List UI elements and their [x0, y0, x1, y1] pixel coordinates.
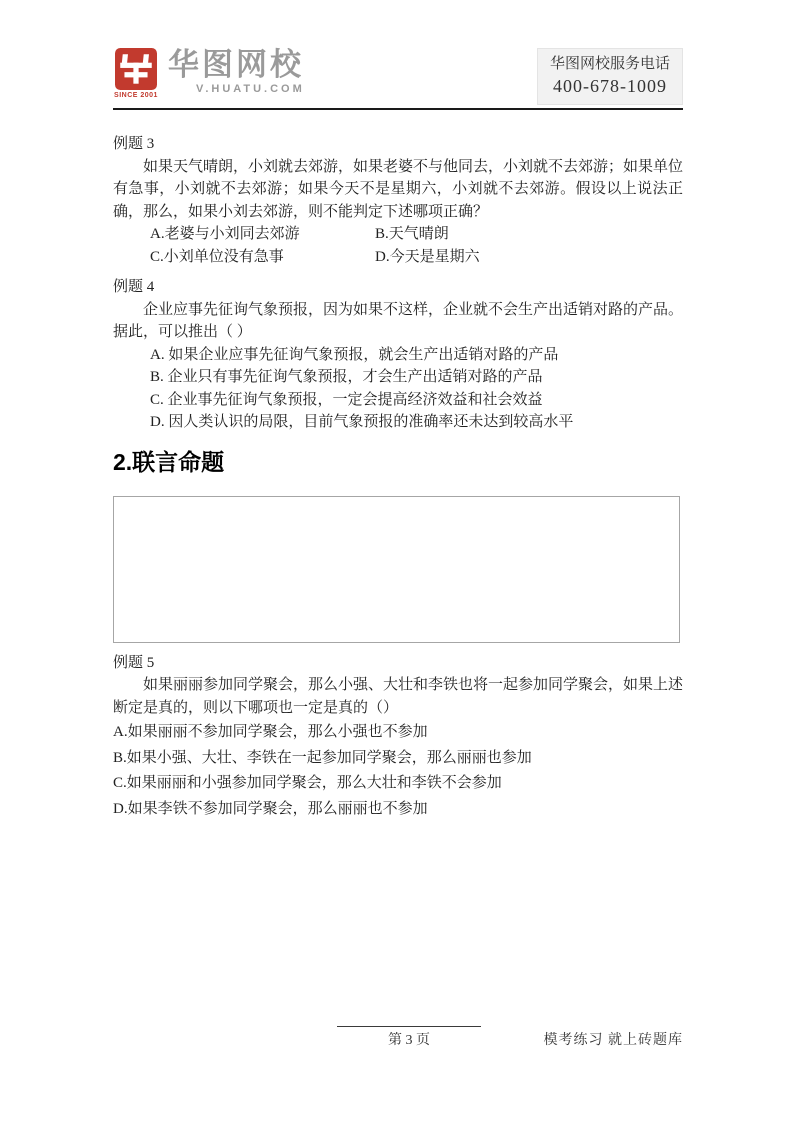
question-3-body: 如果天气晴朗，小刘就去郊游，如果老婆不与他同去，小刘就不去郊游；如果单位有急事，小刘就不去郊游；如果今天不是星期六，小刘就不去郊游。假设以上说法正确，那么，如果小刘去郊游，则不能判定下述哪项正确？	[113, 158, 684, 220]
option-d: D. 因人类认识的局限，目前气象预报的准确率还未达到较高水平	[150, 414, 574, 430]
option-a: A. 如果企业应事先征询气象预报，就会生产出适销对路的产品	[150, 346, 559, 363]
option-a: A.如果丽丽不参加同学聚会，那么小强也不参加	[113, 724, 428, 740]
empty-content-box	[113, 496, 680, 643]
footer-slogan: 模考练习 就上砖题库	[543, 1033, 683, 1048]
question-3-options	[113, 223, 683, 268]
question-4-options	[113, 344, 683, 434]
question-5	[113, 652, 683, 823]
huatu-logo-icon	[115, 48, 157, 90]
question-4	[113, 276, 683, 434]
service-phone-box	[537, 48, 683, 105]
header-divider	[113, 108, 683, 110]
question-3	[113, 133, 683, 268]
footer-divider	[337, 1026, 481, 1027]
question-4-body: 企业应事先征询气象预报，因为如果不这样，企业就不会生产出适销对路的产品。据此，可以推出（ ）	[113, 301, 684, 340]
option-d: D.如果李铁不参加同学聚会，那么丽丽也不参加	[113, 800, 428, 817]
option-b: B. 企业只有事先征询气象预报，才会生产出适销对路的产品	[150, 369, 543, 385]
page-number: 第 3 页	[388, 1033, 430, 1048]
section-heading: 2.联言命题	[113, 448, 225, 475]
option-b: B.天气晴朗	[375, 226, 449, 242]
option-c: C.小刘单位没有急事	[150, 248, 284, 265]
service-phone-title: 华图网校服务电话	[549, 56, 670, 72]
huatu-logo	[113, 48, 305, 99]
question-3-label: 例题 3	[113, 136, 155, 152]
question-4-label: 例题 4	[113, 279, 155, 295]
question-5-options	[113, 720, 683, 822]
page-content	[113, 133, 683, 822]
page-header	[113, 48, 683, 105]
logo-name: 华图网校	[168, 47, 304, 82]
huatu-logo-mark-wrap	[113, 48, 159, 99]
question-5-body: 如果丽丽参加同学聚会，那么小强、大壮和李铁也将一起参加同学聚会，如果上述断定是真的，则以下哪项也一定是真的（）	[113, 677, 684, 716]
option-a: A.老婆与小刘同去郊游	[150, 226, 300, 242]
logo-domain: V.HUATU.COM	[196, 83, 305, 95]
logo-text	[168, 48, 305, 95]
option-d: D.今天是星期六	[375, 248, 480, 265]
service-phone-number: 400-678-1009	[552, 76, 667, 96]
option-c: C.如果丽丽和小强参加同学聚会，那么大壮和李铁不会参加	[113, 775, 502, 791]
option-c: C. 企业事先征询气象预报，一定会提高经济效益和社会效益	[150, 391, 543, 408]
question-5-label: 例题 5	[113, 654, 155, 671]
logo-since-label: SINCE 2001	[114, 92, 158, 99]
option-b: B.如果小强、大壮、李铁在一起参加同学聚会，那么丽丽也参加	[113, 749, 532, 766]
